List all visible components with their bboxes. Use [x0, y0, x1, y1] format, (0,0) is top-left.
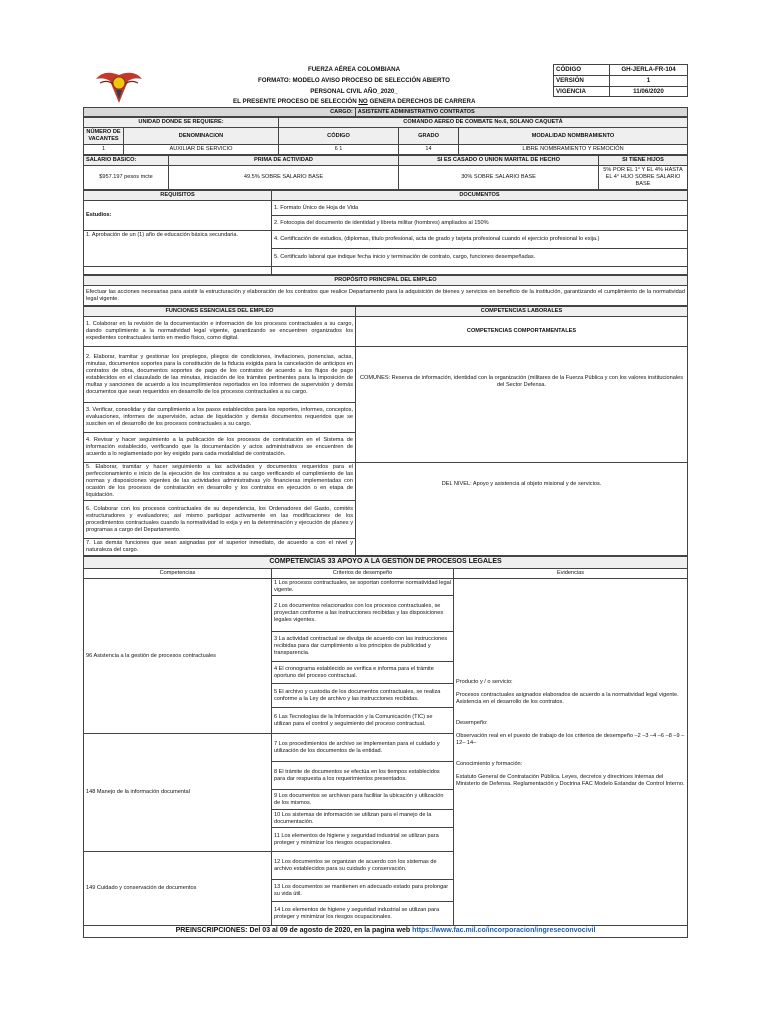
hijos-value: 5% POR EL 1° Y EL 4% HASTA EL 4° HIJO SOBRE SALARIO BASE	[599, 166, 688, 190]
evidencias-col-header: Evidencias	[454, 569, 688, 579]
codigo-value: GH-JERLA-FR-104	[610, 65, 688, 76]
process-notice-suffix: GENERA DERECHOS DE CARRERA	[367, 97, 476, 105]
criterio-item: 13 Los documentos se mantienen en adecuado estado para prolongar su vida útil.	[272, 880, 454, 902]
document	[83, 64, 688, 938]
criterio-item: 5 El archivo y custodia de los documentos contractuales, se realiza conforme a la Ley de archivo y las instrucciones recibidas.	[272, 684, 454, 708]
funciones-table	[83, 306, 688, 556]
documentos-header: DOCUMENTOS	[272, 191, 688, 201]
codigo-value-cell: 6 1	[279, 145, 399, 155]
preinscripciones-footer	[84, 926, 688, 938]
criterio-item: 2 Los documentos relacionados con los procesos contractuales, se proyectan conforme a las instrucciones recibidas y las disposiciones legales vigentes.	[272, 596, 454, 632]
version-label: VERSIÓN	[554, 75, 610, 86]
vigencia-value: 11/06/2020	[610, 86, 688, 97]
evidencias-cell	[454, 579, 688, 926]
process-notice	[155, 97, 554, 107]
vacantes-table	[83, 117, 688, 155]
conocimiento-text: Estatuto General de Contratación Pública. Leyes, decretos y directrices internas del Ministerio de Defensa. Reglamentación y Doctrina FAC Modelo Estandar de Control Interno.	[456, 773, 685, 787]
estudios-label: Estudios:	[84, 201, 272, 231]
criterio-item: 1 Los procesos contractuales, se soportan conforme normatividad legal vigente.	[272, 579, 454, 596]
process-notice-no: NO	[358, 97, 368, 105]
competencias33-title: COMPETENCIAS 33 APOYO A LA GESTIÓN DE PROCESOS LEGALES	[84, 557, 688, 569]
header-table	[83, 64, 688, 107]
criterio-item: 12 Los documentos se organizan de acuerdo con los sistemas de archivo establecidos para su cuidado y conservación.	[272, 852, 454, 880]
cargo-label: CARGO:	[84, 107, 356, 117]
criterio-item: 14 Los elementos de higiene y seguridad industrial se utilizan para proteger y minimizar los riesgos ocupacionales.	[272, 902, 454, 926]
estudios-text: 1. Aprobación de un (1) año de educación básica secundaria.	[84, 231, 272, 267]
codigo-header: CÓDIGO	[279, 128, 399, 145]
criterio-item: 11 Los elementos de higiene y seguridad industrial se utilizan para proteger y minimizar los riesgos ocupacionales.	[272, 828, 454, 852]
conocimiento-label: Conocimiento y formación:	[456, 760, 523, 767]
cargo-value: ASISTENTE ADMINISTRATIVO CONTRATOS	[355, 107, 687, 117]
funcion-item: 4. Revisar y hacer seguimiento a la publicación de los procesos de contratación en el Sistema de información establecido, verificando que la documentación y actos administrativos se encuentren de acuerdo a lo reglamentado por ley exigido para cada modalidad de contratación.	[84, 433, 356, 463]
casado-header: SI ES CASADO O UNION MARITAL DE HECHO	[399, 156, 599, 166]
competencias33-table	[83, 556, 688, 937]
documento-item: 4. Certificación de estudios, (diplomas, título profesional, acta de grado y tarjeta profesional cuando el ejercicio profesional lo exija.)	[272, 231, 688, 249]
preinscripciones-text: PREINSCRIPCIONES: Del 03 al 09 de agosto de 2020, en la pagina web	[175, 927, 413, 935]
requisitos-table	[83, 190, 688, 275]
vacantes-header: NÚMERO DE VACANTES	[84, 128, 124, 145]
prima-value: 49.5% SOBRE SALARIO BASE	[169, 166, 399, 190]
competencias-nivel: DEL NIVEL: Apoyo y asistencia al objeto misional y de servicios.	[356, 463, 688, 556]
criterio-item: 9 Los documentos se archivan para facilitar la ubicación y utilización de los mismos.	[272, 790, 454, 810]
funcion-item: 5. Elaborar, tramitar y hacer seguimiento a las actividades y documentos requeridos para el perfeccionamiento e inicio de la ejecución de los contratos a su cargo verificando el cumplimiento de las normas y disposiciones vigentes de las actividades administrativas y/o financieras implementadas con ocasión de los procesos de contratación en desarrollo y los contratos en ejecución o en etapa de liquidación.	[84, 463, 356, 501]
cargo-table	[83, 107, 688, 118]
funcion-item: 7. Las demás funciones que sean asignadas por el superior inmediato, de acuerdo a con el nivel y naturaleza del cargo.	[84, 539, 356, 556]
funcion-item: 1. Colaborar en la revisión de la documentación e información de los procesos contractuales a su cargo, dando cumplimiento a la normatividad legal vigente, garantizando se encuentren organizados los expedientes contractuales tanto en medio físico, como digital.	[84, 317, 356, 347]
preinscripciones-link[interactable]: https://www.fac.mil.co/incorporacion/ingreseconvocivil	[412, 927, 596, 935]
hijos-header: SI TIENE HIJOS	[599, 156, 688, 166]
producto-label: Producto y / o servicio:	[456, 679, 513, 686]
org-name: FUERZA AÉREA COLOMBIANA	[307, 66, 401, 73]
criterio-item: 7 Los procedimientos de archivo se implementan para el cuidado y utilización de los documentos de la entidad.	[272, 734, 454, 762]
salario-value: $957.197 pesos mcte	[84, 166, 169, 190]
documento-item: 1. Formato Único de Hoja de Vida	[272, 201, 688, 216]
grado-value: 14	[399, 145, 459, 155]
funcion-item: 6. Colaborar con los procesos contractuales de su dependencia, los Ordenadores del Gasto, comités estructuradores y evaluadores; así mismo participar activamente en las modificaciones de los procedimientos contractuales cuando la normatividad lo exija y en la determinación y ejecución de planes y programas a cargo del Departamento.	[84, 501, 356, 539]
logo-cell	[83, 65, 155, 107]
fac-emblem-icon	[85, 66, 153, 106]
salario-header: SALARIO BASICO:	[84, 156, 169, 166]
vigencia-label: VIGENCIA	[554, 86, 610, 97]
competencias-laborales-header: COMPETENCIAS LABORALES	[356, 307, 688, 317]
process-notice-prefix: EL PRESENTE PROCESO DE SELECCIÓN	[233, 97, 359, 105]
competencias-comunes: COMUNES: Reserva de información, identidad con la organización (militares de la Fuerza Pública y con los valores institucionales del Sector Defensa.	[356, 347, 688, 463]
funcion-item: 3. Verificar, consolidar y dar cumplimiento a los pasos establecidos para los reportes, informes, conceptos, evaluaciones, informes de supervisión, actas de liquidación y demás documentos requeridos que se susciten en el desarrollo de los procesos contractuales a su cargo.	[84, 403, 356, 433]
funciones-header: FUNCIONES ESENCIALES DEL EMPLEO	[84, 307, 356, 317]
desempeno-label: Desempeño:	[456, 720, 488, 727]
denominacion-value: AUXILIAR DE SERVICIO	[124, 145, 279, 155]
proposito-table	[83, 275, 688, 306]
unidad-label: UNIDAD DONDE SE REQUIERE:	[84, 118, 279, 128]
modalidad-header: MODALIDAD NOMBRAMIENTO	[459, 128, 688, 145]
criterio-item: 6 Las Tecnologías de la Información y la Comunicación (TIC) se utilizan para el control y seguimiento del proceso contractual.	[272, 708, 454, 734]
format-title: FORMATO: MODELO AVISO PROCESO DE SELECCIÓN ABIERTO	[258, 76, 450, 84]
criterio-item: 8 El trámite de documentos se efectúa en los tiempos establecidos para dar respuesta a los requerimientos presentados.	[272, 762, 454, 790]
denominacion-header: DENOMINACION	[124, 128, 279, 145]
funcion-item: 2. Elaborar, tramitar y gestionar los preplegos, pliegos de condiciones, invitaciones, ponencias, actas, minutas, documentos soportes para la constitución de la fiducia exigida para la cancelación de anticipos en contratos de obra, documentos soportes de pago de los contratos de acuerdo a los flujos de pago establecidos en el clausulado de las minutas, iniciación de los trámites pertinentes para la imposición de multas y sanciones de acuerdo a los incumplimientos reportados en los informes de supervisión y demás documentos que sean requeridos en desarrollo de los procesos contractuales a su cargo.	[84, 347, 356, 403]
competencia-group-name: 148 Manejo de la información documental	[84, 734, 272, 852]
criterio-item: 4 El cronograma establecido se verifica e informa para el trámite oportuno del proceso contractual.	[272, 662, 454, 684]
version-value: 1	[610, 75, 688, 86]
documento-item: 5. Certificado laboral que indique fecha inicio y terminación de contrato, cargo, funciones desempeñadas.	[272, 249, 688, 267]
proposito-text: Efectuar las acciones necesarias para asistir la estructuración y elaboración de los contratos que realice Departamento para la adquisición de bienes y servicios en beneficio de la institución, garantizando el cumplimiento de la normatividad legal vigente.	[84, 286, 688, 306]
grado-header: GRADO	[399, 128, 459, 145]
requisitos-header: REQUISITOS	[84, 191, 272, 201]
competencia-group-name: 149 Cuidado y conservación de documentos	[84, 852, 272, 926]
criterio-item: 10 Los sistemas de información se utilizan para el manejo de la documentación.	[272, 810, 454, 828]
competencias-comportamentales: COMPETENCIAS COMPORTAMENTALES	[356, 317, 688, 347]
prima-header: PRIMA DE ACTIVIDAD	[169, 156, 399, 166]
codigo-label: CÓDIGO	[554, 65, 610, 76]
criterios-col-header: Criterios de desempeño	[272, 569, 454, 579]
casado-value: 30% SOBRE SALARIO BASE	[399, 166, 599, 190]
criterio-item: 3 La actividad contractual se divulga de acuerdo con las instrucciones recibidas para dar cumplimiento a los principios de publicidad y transparencia.	[272, 632, 454, 662]
proposito-header: PROPÓSITO PRINCIPAL DEL EMPLEO	[84, 276, 688, 286]
competencias-col-header: Competencias	[84, 569, 272, 579]
modalidad-value: LIBRE NOMBRAMIENTO Y REMOCIÓN	[459, 145, 688, 155]
producto-text: Procesos contractuales asignados elaborados de acuerdo a la normatividad legal vigente. Asistencia en el desarrollo de los contratos.	[456, 692, 679, 706]
desempeno-text: Observación real en el puesto de trabajo de los criterios de desempeño –2 –3 –4 –6 –8 –9 –12– 14–	[456, 733, 685, 746]
personal-line: PERSONAL CIVIL AÑO_2020_	[310, 87, 398, 95]
salario-table	[83, 155, 688, 190]
unidad-value: COMANDO AEREO DE COMBATE No.6, SOLANO CAQUETÁ	[279, 118, 688, 128]
documento-item: 2. Fotocopia del documento de identidad y libreta militar (hombres) ampliados al 150%	[272, 216, 688, 231]
vacantes-value: 1	[84, 145, 124, 155]
competencia-group-name: 96 Asistencia a la gestión de procesos contractuales	[84, 579, 272, 734]
